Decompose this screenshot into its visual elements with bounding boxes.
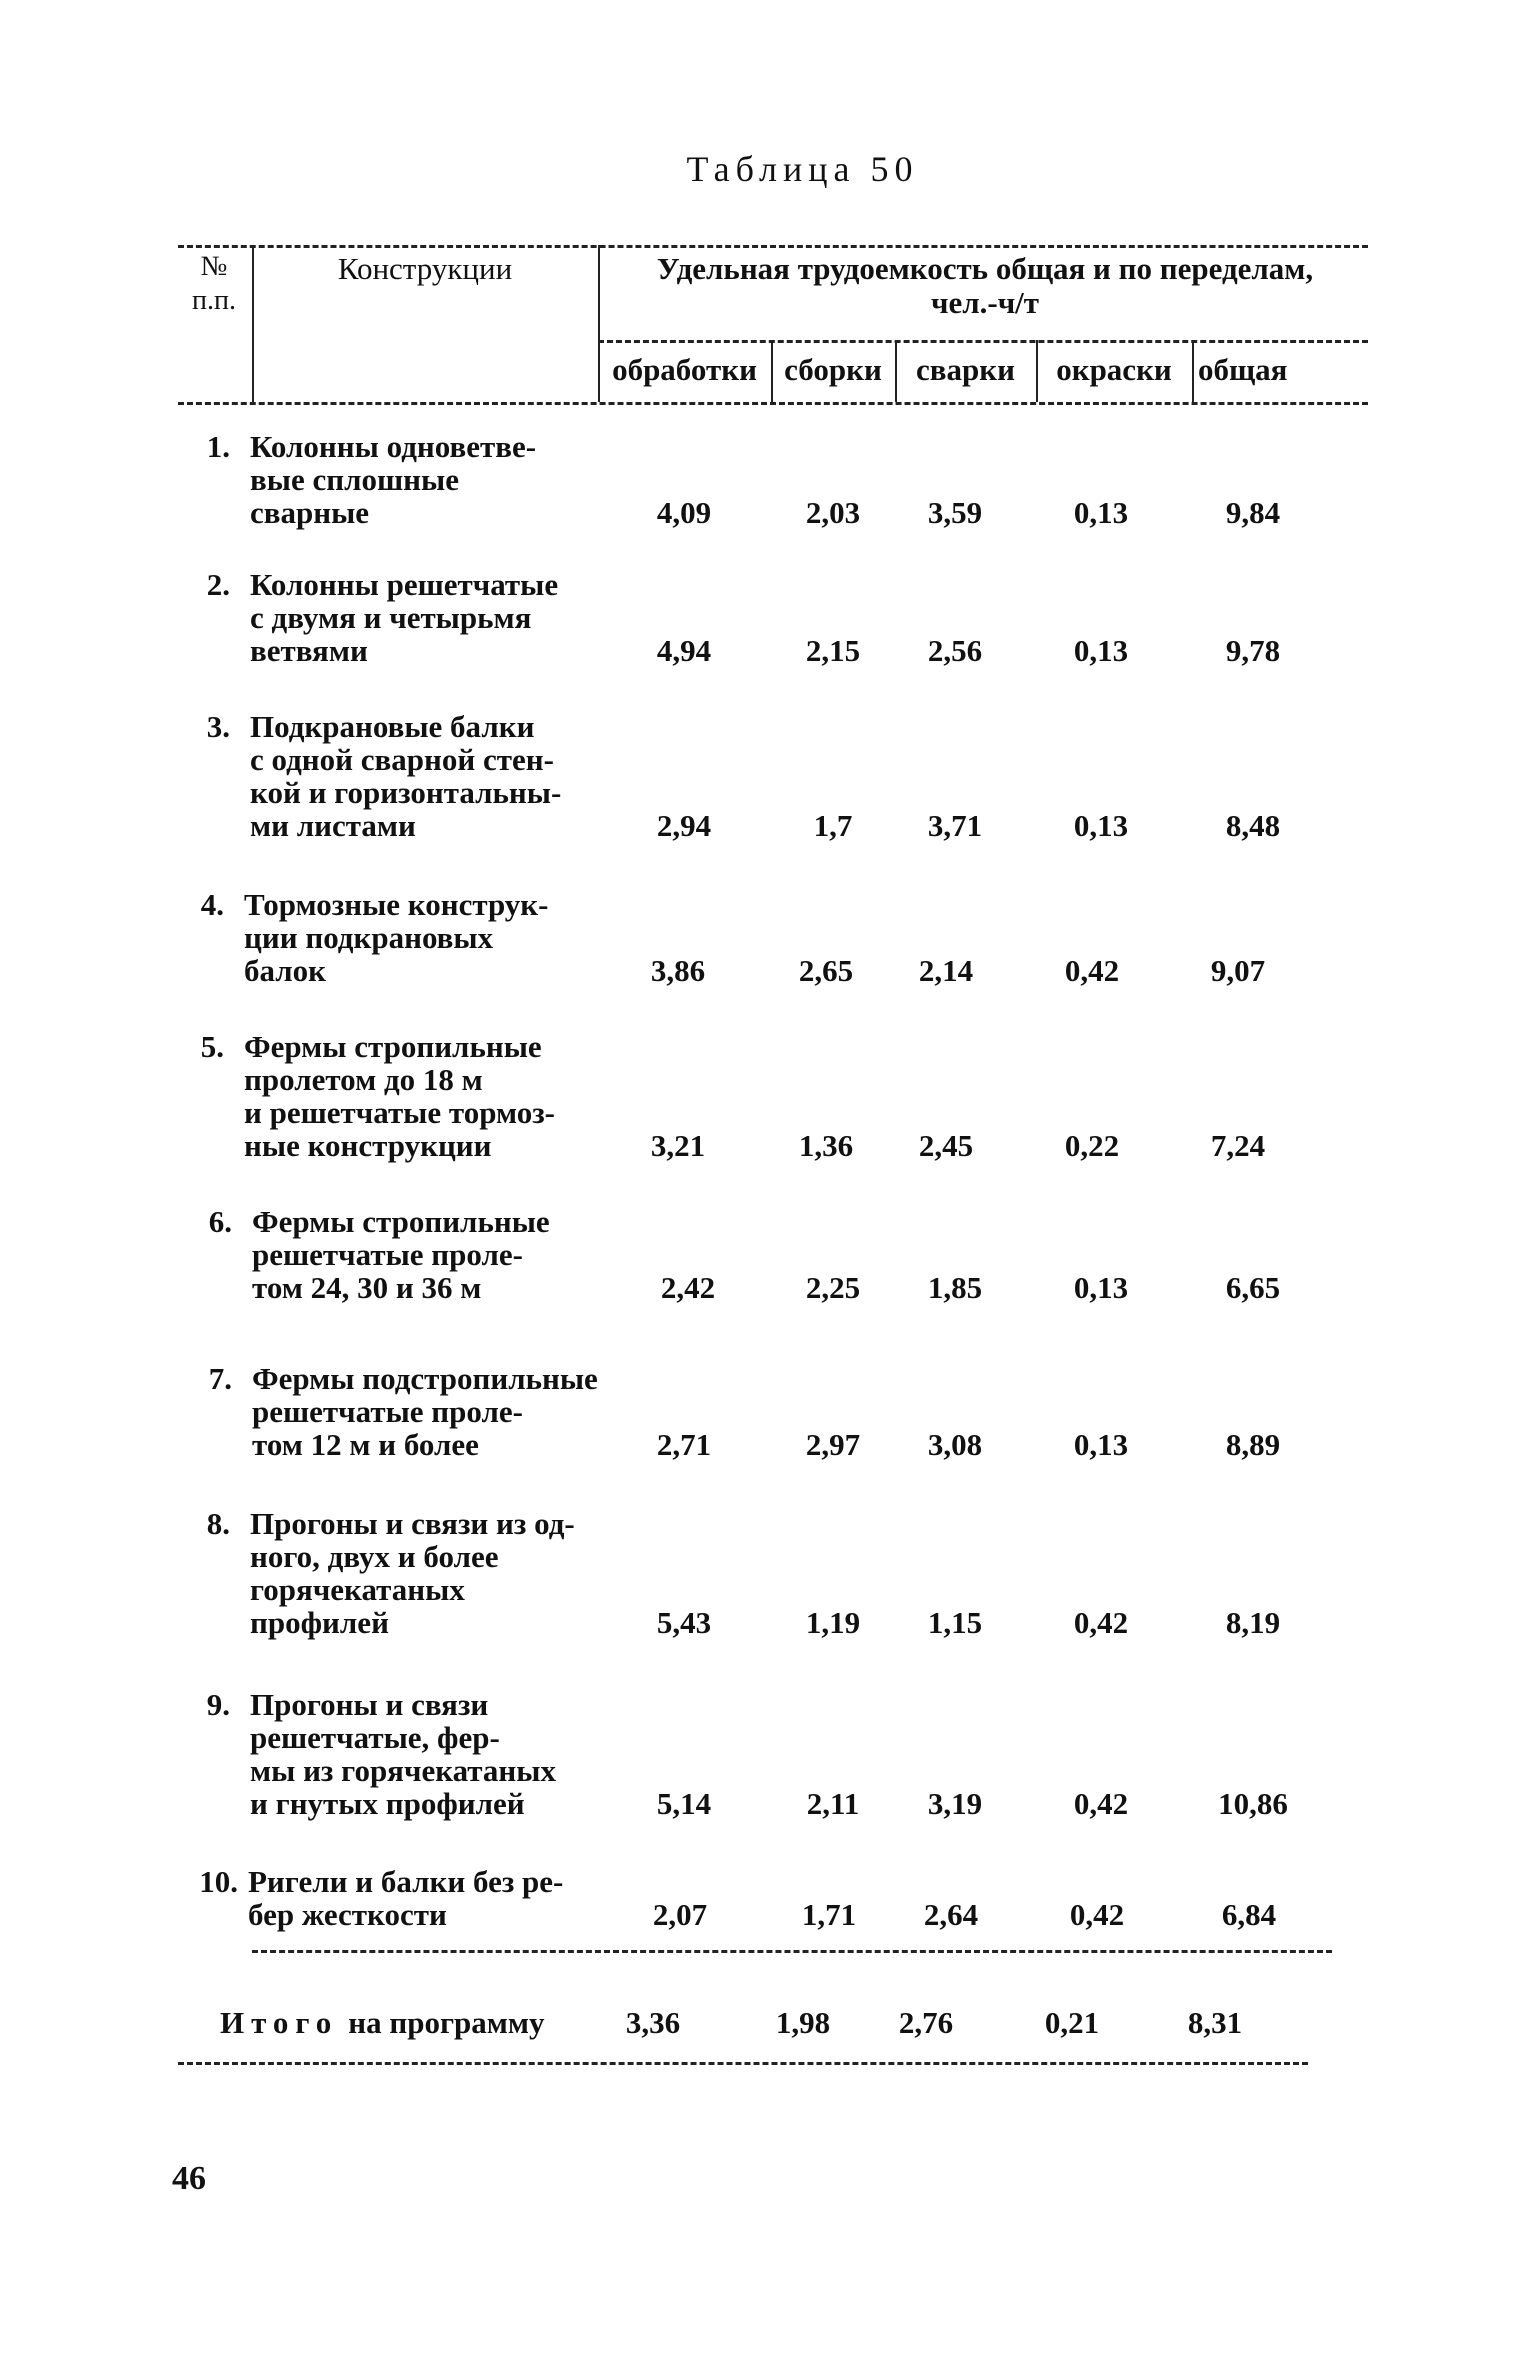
row-construction: Фермы стропильные пролетом до 18 м и решетчатые тормоз- ные конструкции <box>244 1029 555 1163</box>
value-assembly: 2,97 <box>805 1427 861 1462</box>
value-processing: 2,42 <box>660 1270 716 1305</box>
value-welding: 3,71 <box>927 808 983 843</box>
header-bottom-rule <box>178 402 1368 405</box>
value-total: 8,48 <box>1225 808 1281 843</box>
value-painting: 0,13 <box>1073 495 1129 530</box>
value-processing: 2,71 <box>656 1427 712 1462</box>
total-bottom-rule <box>178 2062 1308 2065</box>
header-group: Удельная трудоемкость общая и по переделам, чел.-ч/т <box>656 251 1314 320</box>
total-overall: 8,31 <box>1187 2005 1243 2040</box>
column-header-total: общая <box>1198 352 1288 387</box>
column-header-welding: сварки <box>916 352 1015 387</box>
row-construction: Подкрановые балки с одной сварной стен- кой и горизонтальны- ми листами <box>250 709 562 843</box>
value-painting: 0,22 <box>1064 1128 1120 1163</box>
column-header-painting: окраски <box>1056 352 1172 387</box>
row-construction: Фермы подстропильные решетчатые проле- том 12 м и более <box>252 1361 598 1462</box>
value-total: 8,19 <box>1225 1605 1281 1640</box>
row-construction: Фермы стропильные решетчатые проле- том 24, 30 и 36 м <box>252 1204 550 1305</box>
column-header-processing: обработки <box>612 352 757 387</box>
value-assembly: 1,7 <box>813 808 853 843</box>
total-label <box>220 2005 545 2041</box>
total-label-word: Итого <box>220 2005 339 2040</box>
total-assembly: 1,98 <box>775 2005 831 2040</box>
value-painting: 0,13 <box>1073 1427 1129 1462</box>
page-number: 46 <box>172 2160 206 2197</box>
value-welding: 2,56 <box>927 633 983 668</box>
value-total: 10,86 <box>1218 1786 1288 1821</box>
row-construction: Прогоны и связи из од- ного, двух и более горячекатаных профилей <box>250 1506 575 1640</box>
value-assembly: 2,11 <box>806 1786 860 1821</box>
value-painting: 0,42 <box>1073 1605 1129 1640</box>
value-assembly: 1,71 <box>801 1897 857 1932</box>
row-number: 10. <box>199 1864 238 1899</box>
row-number: 3. <box>206 709 230 744</box>
value-total: 7,24 <box>1210 1128 1266 1163</box>
row-construction: Колонны решетчатые с двумя и четырьмя ветвями <box>250 567 559 668</box>
body-bottom-rule <box>252 1950 1332 1953</box>
value-processing: 2,07 <box>652 1897 708 1932</box>
header-num: № п.п. <box>192 251 236 316</box>
row-construction: Колонны одноветве- вые сплошные сварные <box>250 429 537 530</box>
subheader-rule <box>598 340 1368 343</box>
row-number: 5. <box>200 1029 224 1064</box>
total-label-rest: на программу <box>348 2005 545 2040</box>
value-painting: 0,42 <box>1064 953 1120 988</box>
row-construction: Ригели и балки без ре- бер жесткости <box>248 1864 564 1932</box>
row-number: 1. <box>206 429 230 464</box>
value-processing: 4,09 <box>656 495 712 530</box>
value-painting: 0,13 <box>1073 633 1129 668</box>
header-construction: Конструкции <box>337 251 513 286</box>
total-welding: 2,76 <box>898 2005 954 2040</box>
value-total: 9,07 <box>1210 953 1266 988</box>
value-painting: 0,13 <box>1073 808 1129 843</box>
value-welding: 2,45 <box>918 1128 974 1163</box>
total-processing: 3,36 <box>625 2005 681 2040</box>
row-construction: Тормозные конструк- ции подкрановых балок <box>244 887 549 988</box>
row-number: 2. <box>206 567 230 602</box>
value-processing: 4,94 <box>656 633 712 668</box>
value-processing: 3,21 <box>650 1128 706 1163</box>
row-number: 8. <box>206 1506 230 1541</box>
value-welding: 1,85 <box>927 1270 983 1305</box>
value-total: 8,89 <box>1225 1427 1281 1462</box>
value-painting: 0,13 <box>1073 1270 1129 1305</box>
value-processing: 5,43 <box>656 1605 712 1640</box>
value-assembly: 2,65 <box>798 953 854 988</box>
value-processing: 5,14 <box>656 1786 712 1821</box>
row-number: 7. <box>208 1361 232 1396</box>
value-welding: 1,15 <box>927 1605 983 1640</box>
row-number: 9. <box>206 1687 230 1722</box>
column-header-assembly: сборки <box>784 352 882 387</box>
table-title: Таблица 50 <box>686 149 919 189</box>
value-total: 6,84 <box>1221 1897 1277 1932</box>
value-painting: 0,42 <box>1069 1897 1125 1932</box>
value-processing: 3,86 <box>650 953 706 988</box>
row-construction: Прогоны и связи решетчатые, фер- мы из горячекатаных и гнутых профилей <box>250 1687 556 1821</box>
value-welding: 2,14 <box>918 953 974 988</box>
value-assembly: 2,03 <box>805 495 861 530</box>
value-welding: 3,59 <box>927 495 983 530</box>
value-painting: 0,42 <box>1073 1786 1129 1821</box>
value-welding: 3,08 <box>927 1427 983 1462</box>
header-top-rule <box>178 245 1368 248</box>
row-number: 4. <box>200 887 224 922</box>
value-welding: 3,19 <box>927 1786 983 1821</box>
total-painting: 0,21 <box>1044 2005 1100 2040</box>
value-welding: 2,64 <box>923 1897 979 1932</box>
value-total: 6,65 <box>1225 1270 1281 1305</box>
value-assembly: 2,15 <box>805 633 861 668</box>
value-assembly: 2,25 <box>805 1270 861 1305</box>
value-assembly: 1,36 <box>798 1128 854 1163</box>
value-assembly: 1,19 <box>805 1605 861 1640</box>
value-processing: 2,94 <box>656 808 712 843</box>
row-number: 6. <box>208 1204 232 1239</box>
value-total: 9,78 <box>1225 633 1281 668</box>
value-total: 9,84 <box>1225 495 1281 530</box>
